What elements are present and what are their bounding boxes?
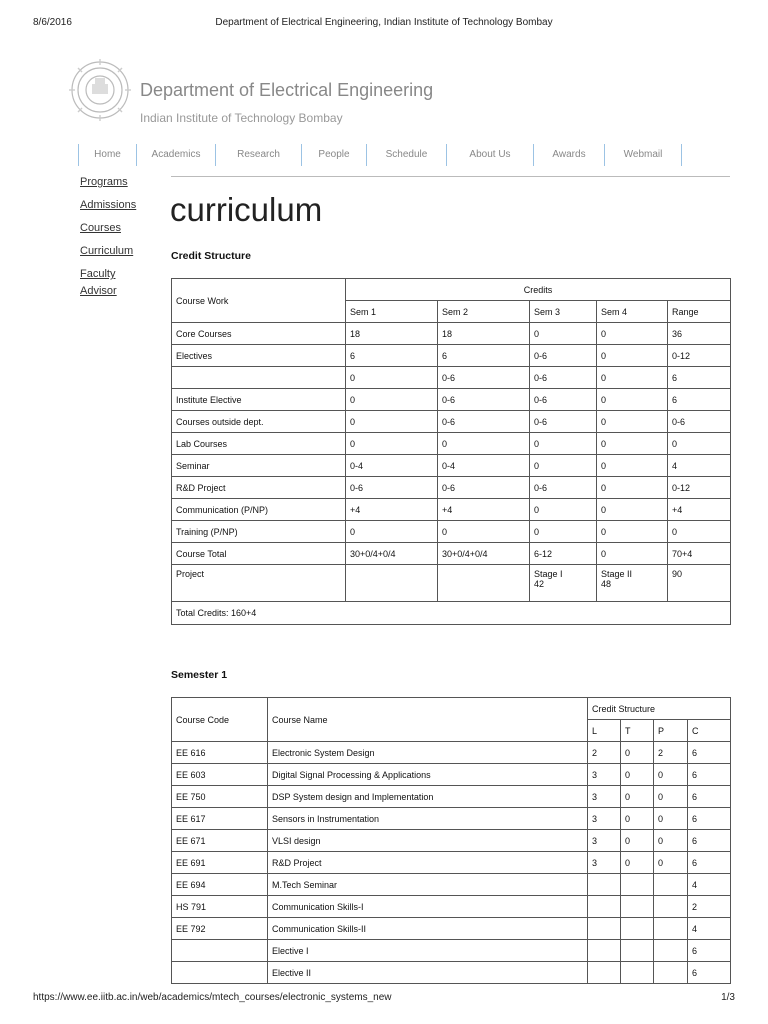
table-cell xyxy=(621,896,654,918)
table-row xyxy=(172,367,731,389)
table-cell: 0-12 xyxy=(668,477,731,499)
stage-label: Stage I xyxy=(534,569,563,579)
table-cell: 2 xyxy=(654,742,688,764)
table-cell: 0-6 xyxy=(438,411,530,433)
table-cell: DSP System design and Implementation xyxy=(268,786,588,808)
table-cell: 0 xyxy=(597,411,668,433)
table-cell: 0 xyxy=(621,808,654,830)
table-cell: EE 691 xyxy=(172,852,268,874)
table-cell: 0-6 xyxy=(530,477,597,499)
table-cell xyxy=(621,962,654,984)
table-cell: 0 xyxy=(597,345,668,367)
table-cell: 90 xyxy=(668,565,731,602)
table-cell: 6 xyxy=(438,345,530,367)
nav-awards[interactable]: Awards xyxy=(533,144,604,166)
table-cell: 0-6 xyxy=(668,411,731,433)
nav-about-us[interactable]: About Us xyxy=(446,144,533,166)
table-cell: 6 xyxy=(688,742,731,764)
nav-webmail[interactable]: Webmail xyxy=(604,144,682,166)
table-cell xyxy=(588,962,621,984)
table-cell: 6 xyxy=(688,764,731,786)
table-row xyxy=(172,499,731,521)
sidebar-nav xyxy=(80,174,150,300)
table-cell: M.Tech Seminar xyxy=(268,874,588,896)
nav-schedule[interactable]: Schedule xyxy=(366,144,446,166)
table-cell: 6 xyxy=(688,940,731,962)
table-cell xyxy=(654,896,688,918)
table-cell: 0 xyxy=(530,323,597,345)
table-cell: Institute Elective xyxy=(172,389,346,411)
table-cell: EE 750 xyxy=(172,786,268,808)
table-cell: 0-6 xyxy=(530,345,597,367)
table-cell: EE 616 xyxy=(172,742,268,764)
table-cell: Electronic System Design xyxy=(268,742,588,764)
table-row xyxy=(172,874,731,896)
table-row xyxy=(172,830,731,852)
nav-research[interactable]: Research xyxy=(215,144,301,166)
table-row xyxy=(172,323,731,345)
table-cell: EE 671 xyxy=(172,830,268,852)
table-cell: 0 xyxy=(530,433,597,455)
course-code-header: Course Code xyxy=(172,698,268,742)
stage-credits: 48 xyxy=(601,579,612,589)
table-row xyxy=(172,764,731,786)
credit-structure-table xyxy=(171,278,731,625)
column-header: Range xyxy=(668,301,731,323)
table-cell: +4 xyxy=(668,499,731,521)
table-cell: 4 xyxy=(688,874,731,896)
column-header: C xyxy=(688,720,731,742)
sidebar-faculty-label: Faculty xyxy=(80,268,116,280)
credits-header: Credits xyxy=(346,279,731,301)
table-cell: 2 xyxy=(588,742,621,764)
table-cell xyxy=(172,962,268,984)
table-cell: 0-4 xyxy=(346,455,438,477)
table-cell: Sensors in Instrumentation xyxy=(268,808,588,830)
nav-home[interactable]: Home xyxy=(78,144,136,166)
table-cell xyxy=(172,940,268,962)
table-cell: 0 xyxy=(597,389,668,411)
column-header: L xyxy=(588,720,621,742)
sidebar-item-courses[interactable]: Courses xyxy=(80,222,121,234)
table-row xyxy=(172,962,731,984)
table-cell: Communication (P/NP) xyxy=(172,499,346,521)
table-cell: 36 xyxy=(668,323,731,345)
table-row xyxy=(172,742,731,764)
table-cell xyxy=(654,874,688,896)
sidebar-item-faculty-advisor[interactable] xyxy=(80,266,150,300)
table-cell: 0 xyxy=(438,433,530,455)
table-cell xyxy=(438,565,530,602)
column-header: Sem 1 xyxy=(346,301,438,323)
table-cell: 0 xyxy=(621,764,654,786)
semester-1-heading: Semester 1 xyxy=(171,669,228,681)
table-cell: 3 xyxy=(588,786,621,808)
table-cell: 0 xyxy=(654,830,688,852)
table-cell: EE 603 xyxy=(172,764,268,786)
table-cell: 0-6 xyxy=(530,367,597,389)
table-cell: 0 xyxy=(597,543,668,565)
table-cell: 2 xyxy=(688,896,731,918)
table-cell: 70+4 xyxy=(668,543,731,565)
table-cell: 0 xyxy=(621,830,654,852)
table-cell: 6 xyxy=(346,345,438,367)
table-row xyxy=(172,565,731,602)
table-cell: 30+0/4+0/4 xyxy=(438,543,530,565)
table-cell: 6 xyxy=(688,786,731,808)
table-cell: 3 xyxy=(588,808,621,830)
table-cell: HS 791 xyxy=(172,896,268,918)
table-cell: Lab Courses xyxy=(172,433,346,455)
table-cell: Courses outside dept. xyxy=(172,411,346,433)
stage-credits: 42 xyxy=(534,579,545,589)
table-cell: 0 xyxy=(530,499,597,521)
table-cell: EE 792 xyxy=(172,918,268,940)
table-cell: 3 xyxy=(588,764,621,786)
sidebar-item-admissions[interactable]: Admissions xyxy=(80,199,137,211)
course-work-header: Course Work xyxy=(172,279,346,323)
print-date: 8/6/2016 xyxy=(33,17,72,28)
sidebar-item-curriculum[interactable]: Curriculum xyxy=(80,245,134,257)
table-row xyxy=(172,521,731,543)
table-cell: 0 xyxy=(654,764,688,786)
table-cell: 6 xyxy=(688,962,731,984)
table-row xyxy=(172,786,731,808)
table-cell xyxy=(621,918,654,940)
table-cell: Communication Skills-II xyxy=(268,918,588,940)
table-cell: Seminar xyxy=(172,455,346,477)
table-cell: 0 xyxy=(346,389,438,411)
table-row xyxy=(172,433,731,455)
table-cell xyxy=(588,874,621,896)
table-cell: 0 xyxy=(346,411,438,433)
table-cell xyxy=(654,918,688,940)
table-row xyxy=(172,543,731,565)
nav-people[interactable]: People xyxy=(301,144,366,166)
table-cell: 0 xyxy=(438,521,530,543)
table-row xyxy=(172,940,731,962)
credit-structure-heading: Credit Structure xyxy=(171,250,251,262)
table-cell xyxy=(621,940,654,962)
table-cell: 3 xyxy=(588,852,621,874)
table-cell xyxy=(588,896,621,918)
table-cell: 0 xyxy=(530,521,597,543)
table-row xyxy=(172,411,731,433)
table-cell: 0-6 xyxy=(346,477,438,499)
table-row xyxy=(172,389,731,411)
table-cell: 0 xyxy=(597,367,668,389)
table-cell: 0 xyxy=(597,455,668,477)
table-cell: 0 xyxy=(530,455,597,477)
total-credits: Total Credits: 160+4 xyxy=(172,602,731,625)
page-title: curriculum xyxy=(170,191,323,228)
table-row xyxy=(172,918,731,940)
table-cell: Communication Skills-I xyxy=(268,896,588,918)
course-name-header: Course Name xyxy=(268,698,588,742)
table-cell xyxy=(654,962,688,984)
table-cell: R&D Project xyxy=(268,852,588,874)
table-cell: 0 xyxy=(597,323,668,345)
table-cell: 0 xyxy=(597,477,668,499)
table-cell: 0 xyxy=(346,433,438,455)
table-cell: Training (P/NP) xyxy=(172,521,346,543)
table-cell: Electives xyxy=(172,345,346,367)
table-cell: 18 xyxy=(346,323,438,345)
institute-subtitle: Indian Institute of Technology Bombay xyxy=(140,111,343,125)
table-cell: 0 xyxy=(346,367,438,389)
table-row xyxy=(172,896,731,918)
sidebar-advisor-label: Advisor xyxy=(80,285,117,297)
table-cell: 0 xyxy=(654,808,688,830)
table-cell: 0 xyxy=(621,742,654,764)
table-cell: 0 xyxy=(621,852,654,874)
table-cell: 0-6 xyxy=(438,389,530,411)
page-number: 1/3 xyxy=(721,992,735,1003)
table-cell: +4 xyxy=(438,499,530,521)
credit-structure-header: Credit Structure xyxy=(588,698,731,720)
table-cell: Elective II xyxy=(268,962,588,984)
table-cell: 0-4 xyxy=(438,455,530,477)
table-cell: +4 xyxy=(346,499,438,521)
table-cell: 4 xyxy=(668,455,731,477)
table-cell xyxy=(597,565,668,602)
table-cell: 0-6 xyxy=(530,411,597,433)
column-header: Sem 2 xyxy=(438,301,530,323)
table-cell xyxy=(588,940,621,962)
table-cell xyxy=(588,918,621,940)
table-cell: 0-12 xyxy=(668,345,731,367)
table-cell xyxy=(621,874,654,896)
stage-label: Stage II xyxy=(601,569,633,579)
table-cell: VLSI design xyxy=(268,830,588,852)
iitb-logo-icon xyxy=(68,56,132,124)
top-navigation xyxy=(78,144,682,168)
column-header: P xyxy=(654,720,688,742)
table-cell: Digital Signal Processing & Applications xyxy=(268,764,588,786)
table-row xyxy=(172,477,731,499)
table-cell: 3 xyxy=(588,830,621,852)
table-cell: 6-12 xyxy=(530,543,597,565)
table-row xyxy=(172,602,731,625)
semester-1-table xyxy=(171,697,731,984)
column-header: T xyxy=(621,720,654,742)
table-cell: 6 xyxy=(688,852,731,874)
table-cell: 0 xyxy=(668,521,731,543)
table-row xyxy=(172,852,731,874)
table-cell: Elective I xyxy=(268,940,588,962)
table-cell: 0 xyxy=(597,499,668,521)
table-cell: 6 xyxy=(668,389,731,411)
table-row xyxy=(172,455,731,477)
table-cell: EE 617 xyxy=(172,808,268,830)
table-cell xyxy=(172,367,346,389)
table-cell: 30+0/4+0/4 xyxy=(346,543,438,565)
table-cell: EE 694 xyxy=(172,874,268,896)
table-cell xyxy=(530,565,597,602)
table-cell: R&D Project xyxy=(172,477,346,499)
print-title: Department of Electrical Engineering, Indian Institute of Technology Bombay xyxy=(215,17,553,28)
sidebar-item-programs[interactable]: Programs xyxy=(80,176,128,188)
table-cell: 0 xyxy=(654,786,688,808)
column-header: Sem 4 xyxy=(597,301,668,323)
table-cell: 0 xyxy=(346,521,438,543)
table-cell: Project xyxy=(172,565,346,602)
table-cell: 0 xyxy=(597,433,668,455)
table-cell: Course Total xyxy=(172,543,346,565)
table-cell: Core Courses xyxy=(172,323,346,345)
table-cell: 0 xyxy=(621,786,654,808)
table-row xyxy=(172,808,731,830)
print-url: https://www.ee.iitb.ac.in/web/academics/mtech_courses/electronic_systems_new xyxy=(33,992,392,1003)
table-cell: 6 xyxy=(668,367,731,389)
table-cell: 0-6 xyxy=(438,367,530,389)
nav-academics[interactable]: Academics xyxy=(136,144,215,166)
table-cell: 6 xyxy=(688,830,731,852)
table-cell: 18 xyxy=(438,323,530,345)
table-cell xyxy=(654,940,688,962)
table-cell: 0 xyxy=(654,852,688,874)
table-cell: 0 xyxy=(597,521,668,543)
table-cell: 4 xyxy=(688,918,731,940)
table-cell: 0-6 xyxy=(438,477,530,499)
table-cell: 0-6 xyxy=(530,389,597,411)
table-cell: 0 xyxy=(668,433,731,455)
table-row xyxy=(172,345,731,367)
content-divider xyxy=(171,176,730,177)
table-cell: 6 xyxy=(688,808,731,830)
column-header: Sem 3 xyxy=(530,301,597,323)
table-cell xyxy=(346,565,438,602)
department-title[interactable]: Department of Electrical Engineering xyxy=(140,80,434,100)
